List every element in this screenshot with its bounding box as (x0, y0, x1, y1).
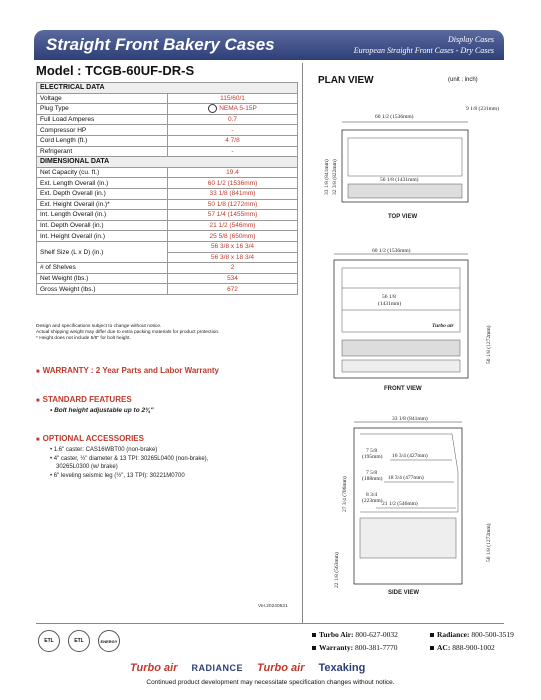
top-view-drawing (320, 100, 500, 220)
plug-icon (208, 104, 217, 113)
spec-label: Plug Type (37, 104, 168, 115)
base-panel (342, 340, 460, 356)
top-depth1-dim: 33 1/8 (841mm) (324, 159, 330, 195)
warranty-heading (36, 366, 219, 375)
footer-divider (36, 623, 504, 624)
table-row (37, 167, 298, 178)
texaking-logo: Texaking (318, 662, 366, 674)
list-item: • 1.6" caster: CAS16WBT00 (non-brake) (50, 447, 158, 453)
square-bullet-icon: ■ (36, 369, 40, 375)
contact-phone: 800-627-0032 (355, 630, 398, 639)
spec-value: 534 (168, 273, 298, 284)
table-row (37, 263, 298, 274)
note-line: * Height does not include 5/8" for bolt height. (36, 336, 131, 341)
spec-value: 21 1/2 (546mm) (168, 220, 298, 231)
spec-label: Net Weight (lbs.) (37, 273, 168, 284)
contact-label: Turbo Air: (319, 630, 354, 639)
category-label: Display Cases (448, 35, 494, 44)
warranty-text: WARRANTY : 2 Year Parts and Labor Warranty (42, 366, 219, 375)
side-d2-dim: 18 3/4 (477mm) (388, 475, 424, 481)
grille-panel (342, 360, 460, 372)
turbo-air-logo: Turbo air (130, 662, 178, 674)
contact-phone: 800-381-7770 (355, 643, 398, 652)
header-banner (34, 30, 504, 60)
top-depth2-dim: 32 3/8 (822mm) (332, 159, 338, 195)
front-width-dim: 60 1/2 (1536mm) (372, 248, 411, 254)
spec-label: Shelf Size (L x D) (in.) (37, 241, 168, 262)
table-row (37, 231, 298, 242)
electrical-heading: ELECTRICAL DATA (37, 83, 298, 94)
top-width-dim: 60 1/2 (1536mm) (375, 114, 414, 120)
front-inner-mm: (1431mm) (378, 301, 402, 307)
list-item: • 4" caster, ½" diameter & 13 TPI: 30265L0400 (non-brake), (50, 455, 209, 462)
contact-phone: 888-900-1002 (452, 643, 495, 652)
table-row (37, 135, 298, 146)
spec-value: - (168, 146, 298, 157)
table-row (37, 188, 298, 199)
spec-label: # of Shelves (37, 263, 168, 274)
spec-value: 57 1/4 (1455mm) (168, 210, 298, 221)
spec-label: Int. Height Overall (in.) (37, 231, 168, 242)
front-view-label: FRONT VIEW (384, 386, 422, 392)
side-d3-dim: 21 1/2 (546mm) (382, 501, 418, 507)
side-view-label: SIDE VIEW (388, 590, 420, 596)
contact-turbo (312, 628, 430, 641)
energy-icon: ENERGY (98, 630, 120, 652)
unit-label: (unit : inch) (448, 77, 478, 83)
square-bullet-icon (430, 633, 434, 637)
contact-label: Radiance: (437, 630, 470, 639)
table-row (37, 104, 298, 115)
spec-section-header (37, 83, 298, 94)
side-depth-dim: 33 1/8 (841mm) (392, 416, 428, 422)
front-logo-text: Turbo air (432, 323, 454, 329)
spec-value: 25 5/8 (650mm) (168, 231, 298, 242)
square-bullet-icon (312, 646, 316, 650)
plug-type-value: NEMA 5-15P (219, 105, 257, 113)
spec-label: Cord Length (ft.) (37, 135, 168, 146)
spec-table (36, 82, 298, 295)
spec-label: Full Load Amperes (37, 114, 168, 125)
contact-label: AC: (437, 643, 451, 652)
optional-accessories-list (50, 446, 208, 480)
table-row (37, 241, 298, 252)
top-view-label: TOP VIEW (388, 214, 418, 220)
front-inner-dim: 56 1/8 (382, 294, 396, 300)
spec-value: 19.4 (168, 167, 298, 178)
spec-label: Ext. Length Overall (in.) (37, 178, 168, 189)
standard-feature-item: • Bolt height adjustable up to 2¾" (50, 407, 154, 414)
turbo-air-logo: Turbo air (257, 662, 305, 674)
contact-phone: 800-500-3519 (471, 630, 514, 639)
brand-logos (130, 659, 450, 677)
list-item: • 6" leveling seismic leg (½", 13 TPI): 30221M0700 (50, 472, 185, 479)
spec-value: - (168, 125, 298, 136)
side-h2-dim: 7 5/8 (366, 470, 378, 476)
square-bullet-icon (430, 646, 434, 650)
spec-value: 2 (168, 263, 298, 274)
table-row (37, 114, 298, 125)
optional-heading-text: OPTIONAL ACCESSORIES (42, 434, 144, 443)
certification-logos (38, 630, 120, 652)
table-row (37, 93, 298, 104)
contact-info (312, 628, 525, 654)
radiance-logo: RADIANCE (191, 663, 243, 673)
spec-value: 56 3/8 x 18 3/4 (168, 252, 298, 263)
front-height-dim: 50 1/8 (1272mm) (486, 325, 492, 364)
spec-label: Refrigerant (37, 146, 168, 157)
optional-accessories-heading (36, 434, 144, 443)
spec-label: Int. Depth Overall (in.) (37, 220, 168, 231)
side-h3-dim: 8 3/4 (366, 492, 378, 498)
side-h3-mm: (223mm) (362, 498, 383, 504)
footer-disclaimer: Continued product development may necessitate specification changes without notice. (146, 679, 395, 686)
etl-icon: ETL (38, 630, 60, 652)
base-cabinet (360, 518, 456, 558)
spec-value: 0.7 (168, 114, 298, 125)
note-line: Design and specifications subject to change without notice. (36, 324, 162, 329)
table-row (37, 178, 298, 189)
spec-label: Compressor HP (37, 125, 168, 136)
side-view-drawing (320, 412, 500, 590)
column-divider (302, 63, 303, 623)
table-row (37, 220, 298, 231)
spec-notes (36, 324, 219, 342)
spec-label: Ext. Depth Overall (in.) (37, 188, 168, 199)
spec-section-header (37, 157, 298, 168)
contact-radiance (430, 628, 525, 641)
table-row (37, 210, 298, 221)
base-panel (348, 184, 462, 198)
square-bullet-icon (312, 633, 316, 637)
header-category (354, 34, 494, 56)
side-h5-dim: 22 1/8 (563mm) (334, 552, 340, 588)
list-item: 30265L0300 (w/ brake) (56, 464, 118, 470)
plan-view-title: PLAN VIEW (318, 75, 374, 86)
note-line: Actual shipping weight may differ due to extra packing materials for product protection. (36, 330, 220, 335)
top-inner-dim: 56 1/8 (1431mm) (380, 177, 419, 183)
top-corner-dim: 9 1/8 (231mm) (466, 106, 499, 112)
spec-value: 672 (168, 284, 298, 295)
standard-features-heading (36, 395, 132, 404)
spec-label: Int. Length Overall (in.) (37, 210, 168, 221)
spec-label: Net Capacity (cu. ft.) (37, 167, 168, 178)
table-row (37, 273, 298, 284)
dimensional-heading: DIMENSIONAL DATA (37, 157, 298, 168)
spec-value: 115/60/1 (168, 93, 298, 104)
spec-value: 56 3/8 x 16 3/4 (168, 241, 298, 252)
side-h1-dim: 7 5/8 (366, 448, 378, 454)
subcategory-label: European Straight Front Cases - Dry Cases (353, 46, 494, 55)
contact-warranty (312, 641, 430, 654)
spec-value: 60 1/2 (1536mm) (168, 178, 298, 189)
spec-value: 50 1/8 (1272mm) (168, 199, 298, 210)
page-title: Straight Front Bakery Cases (46, 35, 275, 54)
spec-label: Gross Weight (lbs.) (37, 284, 168, 295)
square-bullet-icon: ■ (36, 398, 40, 404)
contact-ac (430, 641, 525, 654)
model-name: Model : TCGB-60UF-DR-S (36, 63, 195, 78)
side-h1-mm: (195mm) (362, 454, 383, 460)
square-bullet-icon: ■ (36, 437, 40, 443)
side-h2-mm: (188mm) (362, 476, 383, 482)
front-view-drawing (320, 244, 500, 384)
spec-label: Voltage (37, 93, 168, 104)
table-row (37, 125, 298, 136)
version-label: Ver.20240531 (258, 604, 288, 609)
table-row (37, 284, 298, 295)
table-row (37, 199, 298, 210)
spec-value: 33 1/8 (841mm) (168, 188, 298, 199)
standard-heading-text: STANDARD FEATURES (42, 395, 132, 404)
table-row (37, 146, 298, 157)
spec-label: Ext. Height Overall (in.)* (37, 199, 168, 210)
spec-value: 4 7/8 (168, 135, 298, 146)
contact-label: Warranty: (319, 643, 354, 652)
side-h4-dim: 27 3/4 (706mm) (342, 476, 348, 512)
spec-value (168, 104, 298, 115)
etl-sanitation-icon: ETL (68, 630, 90, 652)
case-interior (348, 138, 462, 176)
side-height-dim: 50 1/8 (1272mm) (486, 523, 492, 562)
side-d1-dim: 16 3/4 (427mm) (392, 453, 428, 459)
